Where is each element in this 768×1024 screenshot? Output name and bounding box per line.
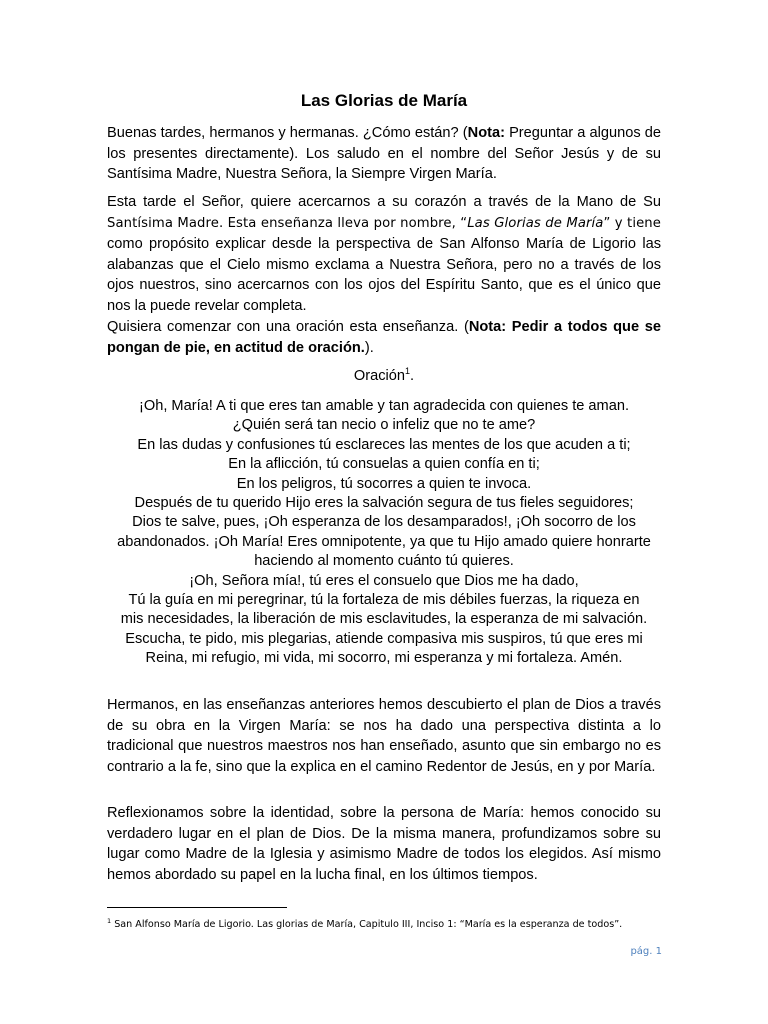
note-instruction: Nota: Pedir a todos que se pongan de pie, en actitud de oración.: [107, 319, 661, 356]
prayer-line: haciendo al momento cuánto tú quieres.: [254, 553, 514, 570]
invite-text-end: ).: [364, 339, 374, 356]
paragraph-reflection: Reflexionamos sobre la identidad, sobre la persona de María: hemos conocido su verdadero lugar en el plan de Dios. De la misma manera, profundizamos sobre su lugar como Madre de la Iglesia y asimismo Madre de todos los elegidos. Así mismo hemos abordado su papel en la lucha final, en los últimos tiempos.: [107, 805, 661, 883]
greeting-text: Buenas tardes, hermanos y hermanas. ¿Cómo están? (: [107, 125, 468, 141]
footnote: [107, 917, 667, 930]
document-title: Las Glorias de María: [300, 91, 468, 110]
paragraph-intro: [107, 192, 661, 316]
greeting-text-cont: Preguntar a algunos de los presentes directamente). Los saludo en el nombre del Señor Jesús y de su Santísima Madre, Nuestra Señora, la Siempre Virgen María.: [107, 125, 662, 182]
page-number: pág. 1: [630, 946, 662, 957]
prayer-line: En la aflicción, tú consuelas a quien confía en ti;: [228, 456, 540, 473]
intro-text-cont: como propósito explicar desde la perspectiva de San Alfonso María de Ligorio las alabanzas que el Cielo mismo exclama a Nuestra Señora, pero no a través de los ojos nuestros, sino acercarnos con los ojos del Espíritu Santo, que es el único que nos la puede revelar completa.: [107, 236, 661, 314]
paragraph-greeting: [107, 123, 661, 185]
prayer-heading-suffix: .: [410, 368, 415, 384]
prayer-line: En los peligros, tú socorres a quien te invoca.: [236, 475, 532, 492]
intro-text-alt-font-end: ” y tiene: [603, 215, 661, 231]
prayer-heading-text: Oración: [353, 368, 406, 384]
prayer-text: [107, 397, 661, 669]
prayer-line: mis necesidades, la liberación de mis esclavitudes, la esperanza de mi salvación.: [120, 611, 648, 628]
prayer-heading: [0, 366, 768, 384]
teaching-name: Las Glorias de María: [467, 215, 604, 231]
prayer-line: ¿Quién será tan necio o infeliz que no te ame?: [232, 417, 536, 434]
footnote-separator: [107, 907, 287, 908]
prayer-line: Reina, mi refugio, mi vida, mi socorro, mi esperanza y mi fortaleza. Amén.: [145, 650, 623, 667]
prayer-line: abandonados. ¡Oh María! Eres omnipotente, ya que tu Hijo amado quiere honrarte: [117, 533, 651, 550]
paragraph-prayer-invite: [107, 317, 661, 358]
footnote-reference[interactable]: 1: [405, 366, 411, 376]
prayer-line: Escucha, te pido, mis plegarias, atiende compasiva mis suspiros, tú que eres mi: [125, 630, 643, 647]
intro-text: Esta tarde el Señor, quiere acercarnos a su corazón a través de la Mano de Su: [107, 194, 661, 210]
prayer-line: ¡Oh, Señora mía!, tú eres el consuelo que Dios me ha dado,: [189, 572, 579, 589]
prayer-line: Dios te salve, pues, ¡Oh esperanza de los desamparados!, ¡Oh socorro de los: [132, 514, 636, 531]
paragraph-previous-teachings: Hermanos, en las enseñanzas anteriores hemos descubierto el plan de Dios a través de su obra en la Virgen María: se nos ha dado una perspectiva distinta a lo tradicional que nuestros maestros nos han enseñado, asunto que sin embargo no es contrario a la fe, sino que la explica en el camino Redentor de Jesús, en y por María.: [107, 697, 661, 775]
invite-text: Quisiera comenzar con una oración esta enseñanza. (: [107, 319, 469, 335]
prayer-line: Después de tu querido Hijo eres la salvación segura de tus fieles seguidores;: [134, 495, 634, 512]
prayer-line: ¡Oh, María! A ti que eres tan amable y tan agradecida con quienes te aman.: [139, 398, 629, 414]
footnote-text: San Alfonso María de Ligorio. Las glorias de María, Capitulo III, Inciso 1: “María es la esperanza de todos”.: [111, 919, 623, 930]
prayer-line: Tú la guía en mi peregrinar, tú la fortaleza de mis débiles fuerzas, la riqueza en: [128, 592, 640, 609]
intro-text-alt-font: Santísima Madre. Esta enseñanza lleva por nombre, “: [107, 215, 468, 231]
footnote-number: 1: [107, 917, 112, 925]
note-label: Nota:: [467, 125, 505, 141]
prayer-line: En las dudas y confusiones tú esclareces las mentes de los que acuden a ti;: [137, 436, 631, 453]
